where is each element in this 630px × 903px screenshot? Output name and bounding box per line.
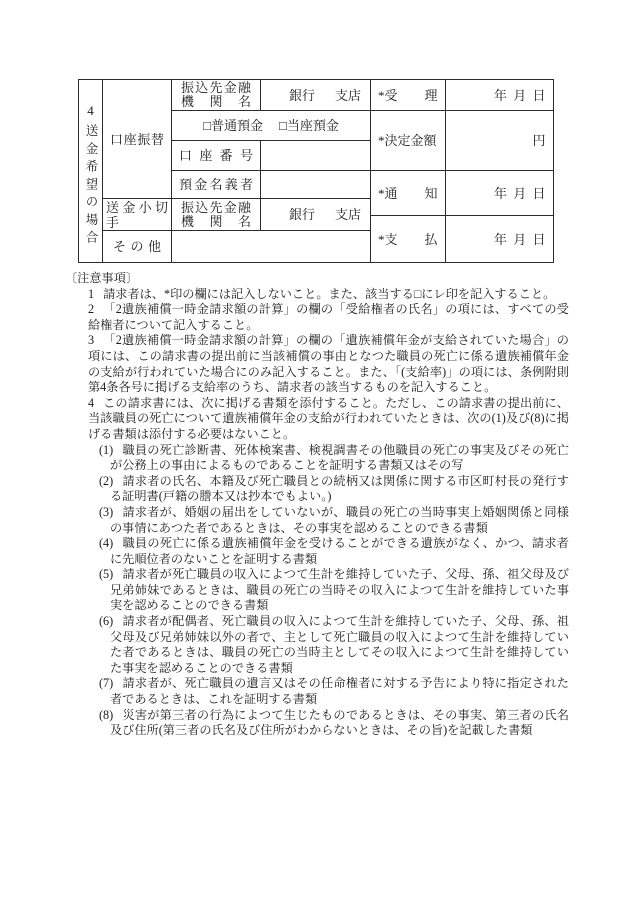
payment-date-field	[445, 216, 553, 263]
note-subitem-3	[99, 505, 569, 536]
decided-amount-field	[445, 111, 553, 171]
note-text: 「2遺族補償一時金請求額の計算」の欄の「遺族補償年金が支給されていた場合」の項には、この請求書の提出前に当該補償の事由となつた職員の死亡に係る遺族補償年金の支給が行われていた場合にのみ記入すること。また、「(支給率)」の項には、条例附則第4条各号に掲げる支給率のうち、請求者の該当するものを記入すること。	[88, 333, 569, 395]
remittance-section-table	[78, 79, 554, 263]
bank-suffix-label: 銀行	[288, 207, 315, 222]
check-bank-name-label-cell	[172, 199, 261, 231]
account-transfer-label: 口座振替	[110, 131, 164, 147]
note-number: (7)	[99, 676, 114, 691]
table-row	[371, 80, 553, 111]
yen-unit-label: 円	[532, 133, 546, 148]
section-number: 4	[87, 102, 94, 118]
note-number: (1)	[99, 442, 114, 457]
note-number: (5)	[99, 567, 114, 582]
table-row	[371, 111, 553, 171]
table-row	[79, 231, 371, 263]
bank-name-label-line2: 機関名	[181, 213, 251, 229]
bank-name-label-cell	[172, 80, 261, 111]
office-use-table	[371, 79, 554, 263]
note-subitem-1	[99, 443, 569, 474]
bank-name-label-line1: 振込先金融	[181, 80, 251, 95]
deposit-type-cell	[172, 111, 371, 141]
note-number: (4)	[99, 536, 114, 551]
note-number: 2	[88, 302, 95, 317]
table-row	[79, 80, 371, 111]
note-subitem-6	[99, 614, 569, 676]
notice-date-field	[445, 171, 553, 216]
receipt-label-tail: 理	[424, 87, 438, 103]
account-number-label: 口座番号	[179, 148, 253, 163]
bank-name-label-line2: 機関名	[181, 94, 251, 109]
note-subitem-2	[99, 474, 569, 505]
receipt-label-cell	[371, 80, 445, 111]
bank-name-field[interactable]	[261, 80, 371, 111]
other-header-cell	[103, 231, 172, 263]
note-subitem-7	[99, 676, 569, 707]
payment-label: *支	[378, 231, 398, 247]
note-text: 請求者は、*印の欄には記入しないこと。また、該当する□にレ印を記入すること。	[103, 286, 556, 301]
account-number-label-cell	[172, 141, 261, 171]
note-text: 「2遺族補償一時金請求額の計算」の欄の「受給権者の氏名」の項には、すべての受給権者について記入すること。	[88, 302, 569, 332]
receipt-date-field	[445, 80, 553, 111]
account-holder-label: 預金名義者	[179, 177, 253, 192]
account-transfer-header-cell	[103, 80, 172, 199]
payment-label-cell	[371, 216, 445, 263]
note-subitem-4	[99, 536, 569, 567]
note-subitem-5	[99, 567, 569, 614]
table-row	[371, 171, 553, 216]
other-field[interactable]	[172, 231, 371, 263]
note-number: 4	[88, 395, 95, 410]
payment-date-placeholder: 年 月 日	[493, 231, 546, 247]
receipt-date-placeholder: 年 月 日	[493, 87, 546, 103]
current-deposit-checkbox[interactable]: □当座預金	[279, 118, 339, 133]
decided-amount-label-cell	[371, 111, 445, 171]
remittance-details-table	[78, 79, 371, 263]
note-number: 1	[88, 286, 95, 301]
note-item-4	[65, 396, 569, 443]
note-item-2	[65, 302, 569, 333]
note-number: (6)	[99, 614, 114, 629]
ordinary-deposit-checkbox[interactable]: □普通預金	[203, 118, 263, 133]
receipt-label: *受	[378, 87, 398, 103]
notice-label: *通	[378, 185, 398, 201]
note-text: 請求者が、婚姻の届出をしていないが、職員の死亡の当時事実上婚姻関係と同様の事情にあつた者であるときは、その事実を認めることのできる書類	[110, 504, 569, 535]
bank-suffix-label: 銀行	[288, 87, 315, 103]
note-text: 請求者が死亡職員の収入によつて生計を維持していた子、父母、孫、祖父母及び兄弟姉妹であるときは、職員の死亡の当時その収入によつて生計を維持していた事実を認めることのできる書類	[110, 567, 569, 613]
note-text: 請求者の氏名、本籍及び死亡職員との続柄又は関係に関する市区町村長の発行する証明書(戸籍の謄本又は抄本でもよい。)	[110, 473, 569, 504]
table-row	[371, 216, 553, 263]
notes-section	[65, 271, 569, 739]
branch-suffix-label: 支店	[334, 207, 361, 222]
note-number: 3	[88, 333, 95, 348]
account-holder-label-cell	[172, 171, 261, 199]
other-label: その他	[113, 239, 161, 254]
section-vertical-label: 送金希望の場合	[84, 123, 98, 249]
branch-suffix-label: 支店	[334, 87, 361, 103]
remittance-check-label: 送金小切手	[106, 199, 168, 230]
payment-label-tail: 払	[424, 231, 438, 247]
note-number: (8)	[99, 707, 114, 722]
remittance-check-header-cell	[103, 199, 172, 231]
note-text: 請求者が配偶者、死亡職員の収入によつて生計を維持していた子、父母、孫、祖父母及び兄弟姉妹以外の者で、主として死亡職員の収入によつて生計を維持していた者であるときは、職員の死亡の当時主としてその収入によつて生計を維持していた事実を認めることのできる書類	[110, 614, 569, 675]
note-text: 職員の死亡に係る遺族補償年金を受けることができる遺族がなく、かつ、請求者に先順位者のないことを証明する書類	[110, 536, 569, 566]
bank-name-label-line1: 振込先金融	[181, 199, 251, 215]
note-item-1	[65, 287, 569, 303]
note-text: 災害が第三者の行為によつて生じたものであるときは、その事実、第三者の氏名及び住所(第三者の氏名及び住所がわからないときは、その旨)を記載した書類	[110, 707, 569, 738]
note-text: この請求書には、次に掲げる書類を添付すること。ただし、この請求書の提出前に、当該職員の死亡について遺族補償年金の支給が行われていたときは、次の(1)及び(8)に掲げる書類は添付する必要はないこと。	[88, 395, 569, 441]
note-number: (2)	[99, 473, 114, 488]
note-number: (3)	[99, 504, 114, 519]
account-number-field[interactable]	[261, 141, 371, 171]
decided-amount-label: *決定金額	[378, 133, 437, 148]
section-4-header-cell	[79, 80, 103, 263]
note-text: 請求者が、死亡職員の遺言又はその任命権者に対する予告により特に指定された者であるときは、これを証明する書類	[110, 676, 569, 707]
note-subitem-8	[99, 708, 569, 739]
note-item-3	[65, 333, 569, 395]
note-text: 職員の死亡診断書、死体検案書、検視調書その他職員の死亡の事実及びその死亡が公務上の事由によるものであることを証明する書類又はその写	[110, 442, 569, 473]
notice-date-placeholder: 年 月 日	[493, 185, 546, 201]
notice-label-cell	[371, 171, 445, 216]
notice-label-tail: 知	[424, 185, 438, 201]
notes-heading: 〔注意事項〕	[65, 271, 139, 285]
table-row	[79, 199, 371, 231]
account-holder-field[interactable]	[261, 171, 371, 199]
check-bank-name-field[interactable]	[261, 199, 371, 231]
